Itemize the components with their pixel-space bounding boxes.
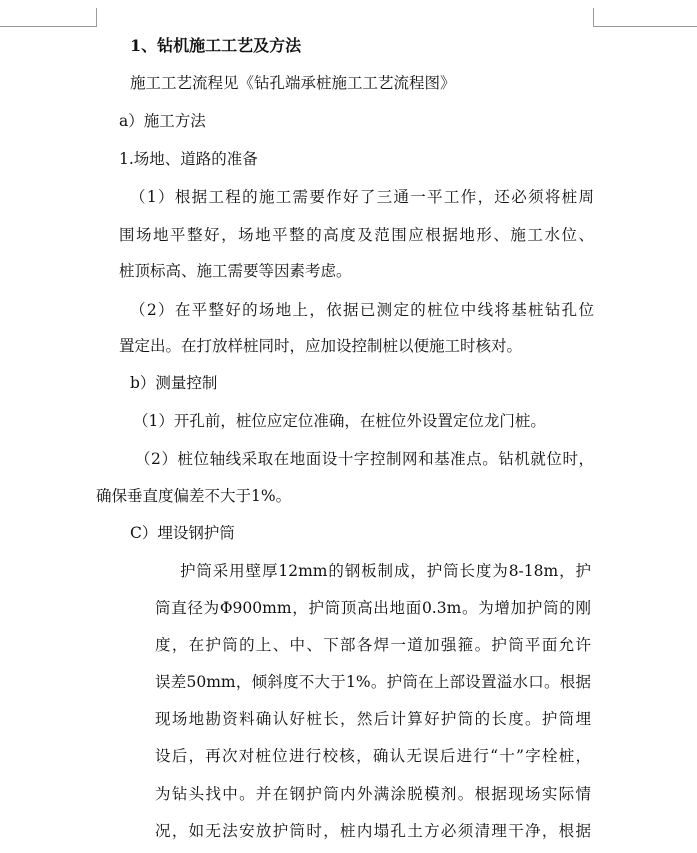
page-corner-mark-top-left-vertical [96, 8, 97, 27]
section-heading: 1、钻机施工工艺及方法 [130, 36, 302, 55]
subsection-1-title: 1.场地、道路的准备 [119, 150, 258, 168]
page-corner-mark-top-right-vertical [593, 8, 594, 27]
paragraph-b2-line-1: （2）桩位轴线采取在地面设十字控制网和基准点。钻机就位时， [135, 450, 594, 468]
paragraph-c-line-6: 设后，再次对桩位进行校核，确认无误后进行“十”字栓桩， [155, 747, 591, 765]
section-b-title: b）测量控制 [130, 374, 218, 392]
paragraph-c-line-8: 况，如无法安放护筒时，桩内塌孔土方必须清理干净，根据 [155, 822, 591, 840]
paragraph-b2-line-2: 确保垂直度偏差不大于1%。 [96, 487, 292, 505]
intro-text: 施工工艺流程见《钻孔端承桩施工工艺流程图》 [130, 74, 456, 92]
paragraph-2-line-1: （2）在平整好的场地上，依据已测定的桩位中线将基桩钻孔位 [130, 301, 594, 319]
paragraph-1-line-3: 桩顶标高、施工需要等因素考虑。 [119, 262, 352, 280]
paragraph-c-line-1: 护筒采用壁厚12mm的钢板制成，护筒长度为8-18m，护 [180, 562, 591, 580]
paragraph-c-line-7: 为钻头找中。并在钢护筒内外满涂脱模剂。根据现场实际情 [155, 785, 591, 803]
page-corner-mark-top-left [0, 26, 96, 27]
page-corner-mark-top-right [593, 26, 697, 27]
paragraph-c-line-3: 度，在护筒的上、中、下部各焊一道加强箍。护筒平面允许 [155, 636, 591, 654]
section-a-title: a）施工方法 [119, 112, 206, 130]
paragraph-c-line-4: 误差50mm，倾斜度不大于1%。护筒在上部设置溢水口。根据 [155, 673, 591, 691]
section-c-title: C）埋设钢护筒 [130, 524, 235, 542]
paragraph-c-line-2: 筒直径为Φ900mm，护筒顶高出地面0.3m。为增加护筒的刚 [155, 599, 591, 617]
paragraph-2-line-2: 置定出。在打放样桩同时，应加设控制桩以便施工时核对。 [119, 337, 523, 355]
paragraph-c-line-5: 现场地勘资料确认好桩长，然后计算好护筒的长度。护筒埋 [155, 710, 591, 728]
paragraph-1-line-2: 围场地平整好，场地平整的高度及范围应根据地形、施工水位、 [119, 226, 594, 244]
paragraph-1-line-1: （1）根据工程的施工需要作好了三通一平工作，还必须将桩周 [130, 188, 594, 206]
paragraph-b1: （1）开孔前，桩位应定位准确，在桩位外设置定位龙门桩。 [133, 412, 546, 430]
